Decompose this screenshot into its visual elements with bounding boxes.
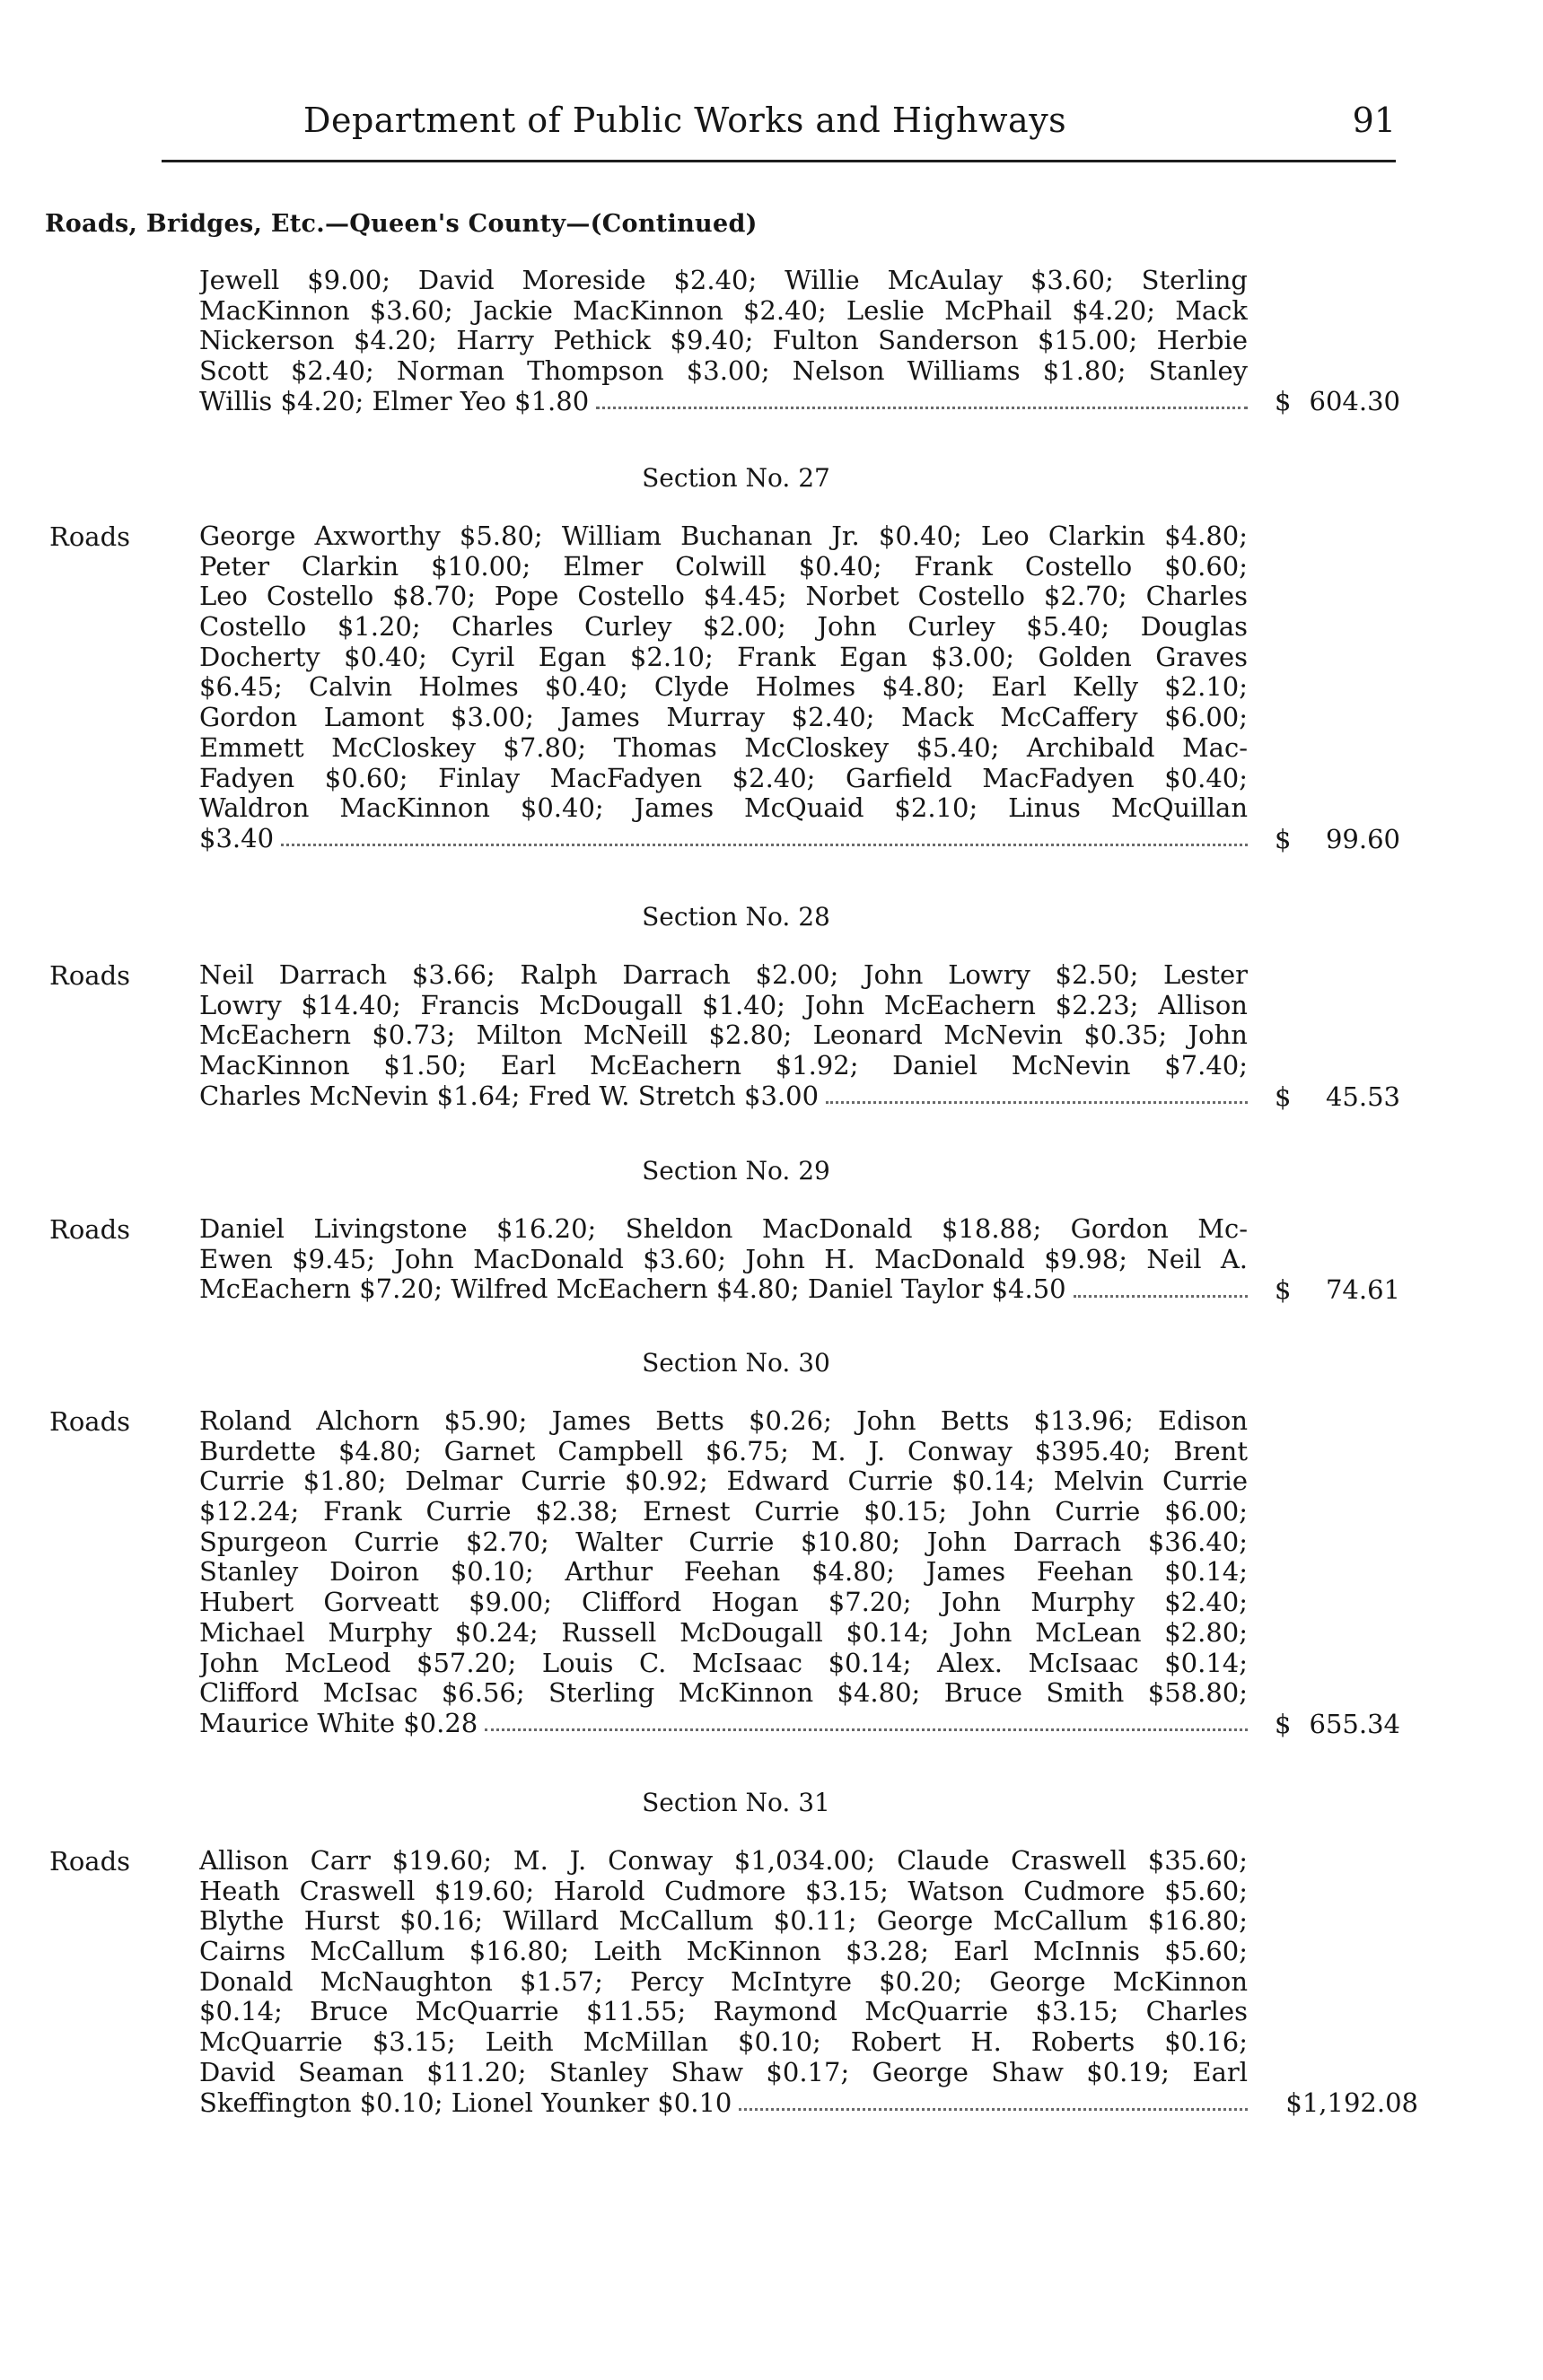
entry-line: Costello $1.20; Charles Curley $2.00; John Curley $5.40; Douglas: [199, 612, 1248, 643]
entry-line-text: Skeffington $0.10; Lionel Younker $0.10: [199, 2087, 732, 2118]
entry-line: Gordon Lamont $3.00; James Murray $2.40; Mack McCaffery $6.00;: [199, 703, 1248, 733]
currency-sign: $: [1275, 824, 1292, 854]
entry-line-text: McEachern $7.20; Wilfred McEachern $4.80; Daniel Taylor $4.50: [199, 1274, 1066, 1305]
section-title: Section No. 27: [642, 463, 830, 493]
entry-line-last: [199, 824, 1248, 854]
entry-line: MacKinnon $1.50; Earl McEachern $1.92; Daniel McNevin $7.40;: [199, 1051, 1248, 1081]
entry-line: Roland Alchorn $5.90; James Betts $0.26; John Betts $13.96; Edison: [199, 1406, 1248, 1436]
section-label: Roads: [49, 1846, 131, 1877]
total-amount: 604.30: [1309, 386, 1400, 416]
entry-line-text: $3.40: [199, 823, 275, 853]
entry-line: Currie $1.80; Delmar Currie $0.92; Edward Currie $0.14; Melvin Currie: [199, 1466, 1248, 1497]
entry-line: Neil Darrach $3.66; Ralph Darrach $2.00; John Lowry $2.50; Lester: [199, 960, 1248, 990]
running-heading: Roads, Bridges, Etc.—Queen's County—(Continued): [45, 210, 758, 238]
header-rule: [162, 160, 1396, 162]
entry-line: Peter Clarkin $10.00; Elmer Colwill $0.40; Frank Costello $0.60;: [199, 551, 1248, 582]
entry-line: Stanley Doiron $0.10; Arthur Feehan $4.80; James Feehan $0.14;: [199, 1557, 1248, 1588]
entry-lines: [199, 960, 1248, 1111]
entry-lines: [199, 1406, 1248, 1739]
entry-lines: [199, 266, 1248, 416]
section-title: Section No. 31: [642, 1788, 830, 1817]
dot-leader: [485, 1728, 1248, 1731]
entry-line: Spurgeon Currie $2.70; Walter Currie $10.80; John Darrach $36.40;: [199, 1527, 1248, 1557]
dot-leader: [1074, 1295, 1248, 1298]
currency-sign: $: [1275, 1081, 1292, 1112]
total-amount: 99.60: [1325, 824, 1400, 854]
entry-line: Blythe Hurst $0.16; Willard McCallum $0.11; George McCallum $16.80;: [199, 1906, 1248, 1937]
entry-line: McQuarrie $3.15; Leith McMillan $0.10; Robert H. Roberts $0.16;: [199, 2027, 1248, 2058]
entry-line: Leo Costello $8.70; Pope Costello $4.45; Norbet Costello $2.70; Charles: [199, 582, 1248, 612]
entry-line: Fadyen $0.60; Finlay MacFadyen $2.40; Garfield MacFadyen $0.40;: [199, 763, 1248, 793]
section-total: [1275, 386, 1400, 416]
entry-line: McEachern $0.73; Milton McNeill $2.80; Leonard McNevin $0.35; John: [199, 1020, 1248, 1051]
entry-lines: [199, 521, 1248, 854]
dot-leader: [281, 844, 1248, 846]
currency-sign: $: [1275, 1709, 1292, 1739]
section-label: Roads: [49, 521, 131, 552]
entry-line: $0.14; Bruce McQuarrie $11.55; Raymond McQuarrie $3.15; Charles: [199, 1997, 1248, 2027]
entry-lines: [199, 1846, 1248, 2118]
entry-line: Allison Carr $19.60; M. J. Conway $1,034.00; Claude Craswell $35.60;: [199, 1846, 1248, 1876]
total-amount: 655.34: [1309, 1709, 1400, 1739]
section-total: [1275, 1274, 1400, 1305]
entry-line: Michael Murphy $0.24; Russell McDougall $0.14; John McLean $2.80;: [199, 1617, 1248, 1648]
entry-line-text: Willis $4.20; Elmer Yeo $1.80: [199, 386, 590, 416]
entry-line: Burdette $4.80; Garnet Campbell $6.75; M. J. Conway $395.40; Brent: [199, 1436, 1248, 1466]
entry-line: Emmett McCloskey $7.80; Thomas McCloskey $5.40; Archibald Mac-: [199, 732, 1248, 763]
entry-line: David Seaman $11.20; Stanley Shaw $0.17; George Shaw $0.19; Earl: [199, 2057, 1248, 2087]
entry-line: Waldron MacKinnon $0.40; James McQuaid $2.10; Linus McQuillan: [199, 793, 1248, 824]
section-total: [1275, 824, 1400, 854]
entry-lines: [199, 1214, 1248, 1305]
entry-line: Daniel Livingstone $16.20; Sheldon MacDonald $18.88; Gordon Mc-: [199, 1214, 1248, 1244]
entry-line: Donald McNaughton $1.57; Percy McIntyre $0.20; George McKinnon: [199, 1966, 1248, 1997]
entry-line-last: [199, 1274, 1248, 1305]
entry-line: Heath Craswell $19.60; Harold Cudmore $3.15; Watson Cudmore $5.60;: [199, 1876, 1248, 1906]
page-header: [162, 101, 1396, 163]
entry-line-last: [199, 387, 1248, 417]
section-total: [1275, 1709, 1400, 1739]
section-label: Roads: [49, 1214, 131, 1245]
dot-leader: [826, 1101, 1248, 1104]
section-total: [1275, 2087, 1418, 2118]
section-title: Section No. 30: [642, 1348, 830, 1378]
entry-line: John McLeod $57.20; Louis C. McIsaac $0.14; Alex. McIsaac $0.14;: [199, 1648, 1248, 1678]
section-label: Roads: [49, 960, 131, 991]
dot-leader: [596, 407, 1248, 409]
entry-line: Jewell $9.00; David Moreside $2.40; Willie McAulay $3.60; Sterling: [199, 266, 1248, 295]
entry-line-last: [199, 1081, 1248, 1112]
entry-line-last: [199, 2088, 1248, 2119]
page-title: Department of Public Works and Highways: [303, 101, 1067, 140]
currency-sign: $: [1275, 386, 1292, 416]
entry-line: Ewen $9.45; John MacDonald $3.60; John H. MacDonald $9.98; Neil A.: [199, 1244, 1248, 1274]
total-amount: 74.61: [1325, 1274, 1400, 1305]
total-amount: $1,192.08: [1285, 2087, 1418, 2118]
entry-line: Scott $2.40; Norman Thompson $3.00; Nelson Williams $1.80; Stanley: [199, 356, 1248, 387]
entry-line: $12.24; Frank Currie $2.38; Ernest Currie $0.15; John Currie $6.00;: [199, 1497, 1248, 1527]
entry-line: George Axworthy $5.80; William Buchanan Jr. $0.40; Leo Clarkin $4.80;: [199, 521, 1248, 551]
entry-line: $6.45; Calvin Holmes $0.40; Clyde Holmes $4.80; Earl Kelly $2.10;: [199, 672, 1248, 703]
entry-line-last: [199, 1709, 1248, 1739]
page-number: 91: [1352, 101, 1396, 140]
currency-sign: $: [1275, 1274, 1292, 1305]
section-title: Section No. 29: [642, 1156, 830, 1186]
total-amount: 45.53: [1325, 1081, 1400, 1112]
entry-line-text: Charles McNevin $1.64; Fred W. Stretch $3.00: [199, 1081, 820, 1111]
entry-line: Lowry $14.40; Francis McDougall $1.40; John McEachern $2.23; Allison: [199, 990, 1248, 1020]
section-title: Section No. 28: [642, 902, 830, 932]
section-total: [1275, 1081, 1400, 1112]
entry-line: MacKinnon $3.60; Jackie MacKinnon $2.40; Leslie McPhail $4.20; Mack: [199, 295, 1248, 326]
entry-line: Docherty $0.40; Cyril Egan $2.10; Frank Egan $3.00; Golden Graves: [199, 642, 1248, 672]
entry-line: Hubert Gorveatt $9.00; Clifford Hogan $7.20; John Murphy $2.40;: [199, 1588, 1248, 1618]
section-label: Roads: [49, 1406, 131, 1437]
entry-line: Clifford McIsac $6.56; Sterling McKinnon $4.80; Bruce Smith $58.80;: [199, 1678, 1248, 1709]
entry-line-text: Maurice White $0.28: [199, 1708, 478, 1738]
entry-line: Nickerson $4.20; Harry Pethick $9.40; Fulton Sanderson $15.00; Herbie: [199, 326, 1248, 356]
entry-line: Cairns McCallum $16.80; Leith McKinnon $3.28; Earl McInnis $5.60;: [199, 1937, 1248, 1967]
dot-leader: [739, 2108, 1248, 2111]
